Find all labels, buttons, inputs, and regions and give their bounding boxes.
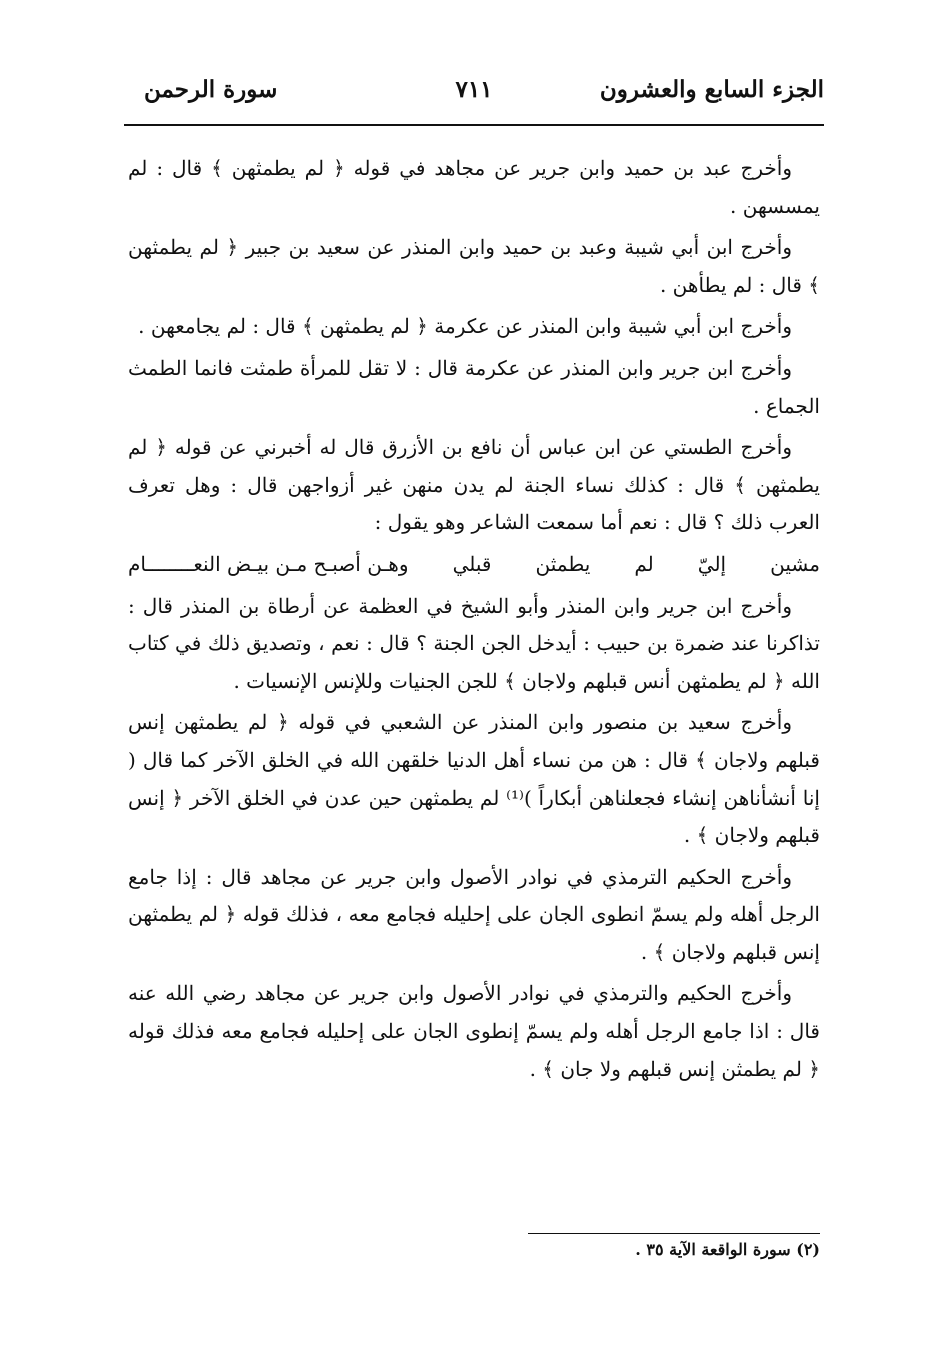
poem-word: إليّ [697, 551, 727, 576]
paragraph: وأخرج ابن جرير وابن المنذر عن عكرمة قال : لا تقل للمرأة طمثت فانما الطمث الجماع . [128, 355, 820, 418]
poem-word: يطمثن [535, 551, 591, 576]
paragraph: وأخرج الحكيم الترمذي في نوادر الأصول وابن جرير عن مجاهد قال : إذا جامع الرجل أهله ولم يسمّ انطوى الجان على إحليله فجامع معه ، فذلك قوله ﴿ لم يطمثهن إنس قبلهم ولاجان ﴾ . [128, 864, 820, 964]
part-title: الجزء السابع والعشرون [599, 76, 824, 103]
page-body [128, 150, 820, 1092]
poem-word: مشين [770, 551, 820, 576]
poem-word: قبلي [452, 551, 492, 576]
footnote-divider [528, 1233, 820, 1234]
paragraph: وأخرج عبد بن حميد وابن جرير عن مجاهد في قوله ﴿ لم يطمثهن ﴾ قال : لم يمسسهن . [128, 156, 820, 218]
page-number: ٧١١ [455, 76, 493, 103]
paragraph: وأخرج الحكيم والترمذي في نوادر الأصول وابن جرير عن مجاهد رضي الله عنه قال : اذا جامع الرجل أهله ولم يسمّ إنطوى الجان على إحليله فجامع معه فذلك قوله ﴿ لم يطمثن إنس قبلهم ولا جان ﴾ . [128, 981, 820, 1081]
poem-verse [128, 546, 820, 584]
surah-title: سورة الرحمن [144, 76, 278, 103]
paragraph: وأخرج ابن أبي شيبة وابن المنذر عن عكرمة ﴿ لم يطمثهن ﴾ قال : لم يجامعهن . [138, 314, 792, 339]
poem-word: لم [634, 551, 654, 576]
paragraph: وأخرج ابن جرير وابن المنذر وأبو الشيخ في العظمة عن أرطاة بن المنذر قال : تذاكرنا عند ضمرة بن حبيب : أيدخل الجن الجنة ؟ قال : نعم ، وتصديق ذلك في كتاب الله ﴿ لم يطمثهن أنس قبلهم ولاجان ﴾ للجن الجنيات وللإنس الإنسيات . [128, 593, 821, 693]
poem-second-hemistich: وهـن أصبـح مـن بيـض النعــــــــام [128, 551, 409, 576]
paragraph: وأخرج الطستي عن ابن عباس أن نافع بن الأزرق قال له أخبرني عن قوله ﴿ لم يطمثهن ﴾ قال : كذلك نساء الجنة لم يدن منهن غير أزواجهن قال : وهل تعرف العرب ذلك ؟ قال : نعم أما سمعت الشاعر وهو يقول : [128, 435, 820, 535]
header-divider [124, 124, 824, 126]
footnote: (٢) سورة الواقعة الآية ٣٥ . [635, 1240, 820, 1259]
page-header [124, 68, 824, 120]
paragraph: وأخرج ابن أبي شيبة وعبد بن حميد وابن المنذر عن سعيد بن جبير ﴿ لم يطمثهن ﴾ قال : لم يطأهن . [128, 235, 820, 297]
paragraph: وأخرج سعيد بن منصور وابن المنذر عن الشعبي في قوله ﴿ لم يطمثهن إنس قبلهم ولاجان ﴾ قال : هن من نساء أهل الدنيا خلقهن الله في الخلق الآخر كما قال ( إنا أنشأناهن إنشاء فجعلناهن أبكاراً )⁽¹⁾ لم يطمثهن حين عدن في الخلق الآخر ﴿ إنس قبلهم ولاجان ﴾ . [128, 710, 820, 848]
